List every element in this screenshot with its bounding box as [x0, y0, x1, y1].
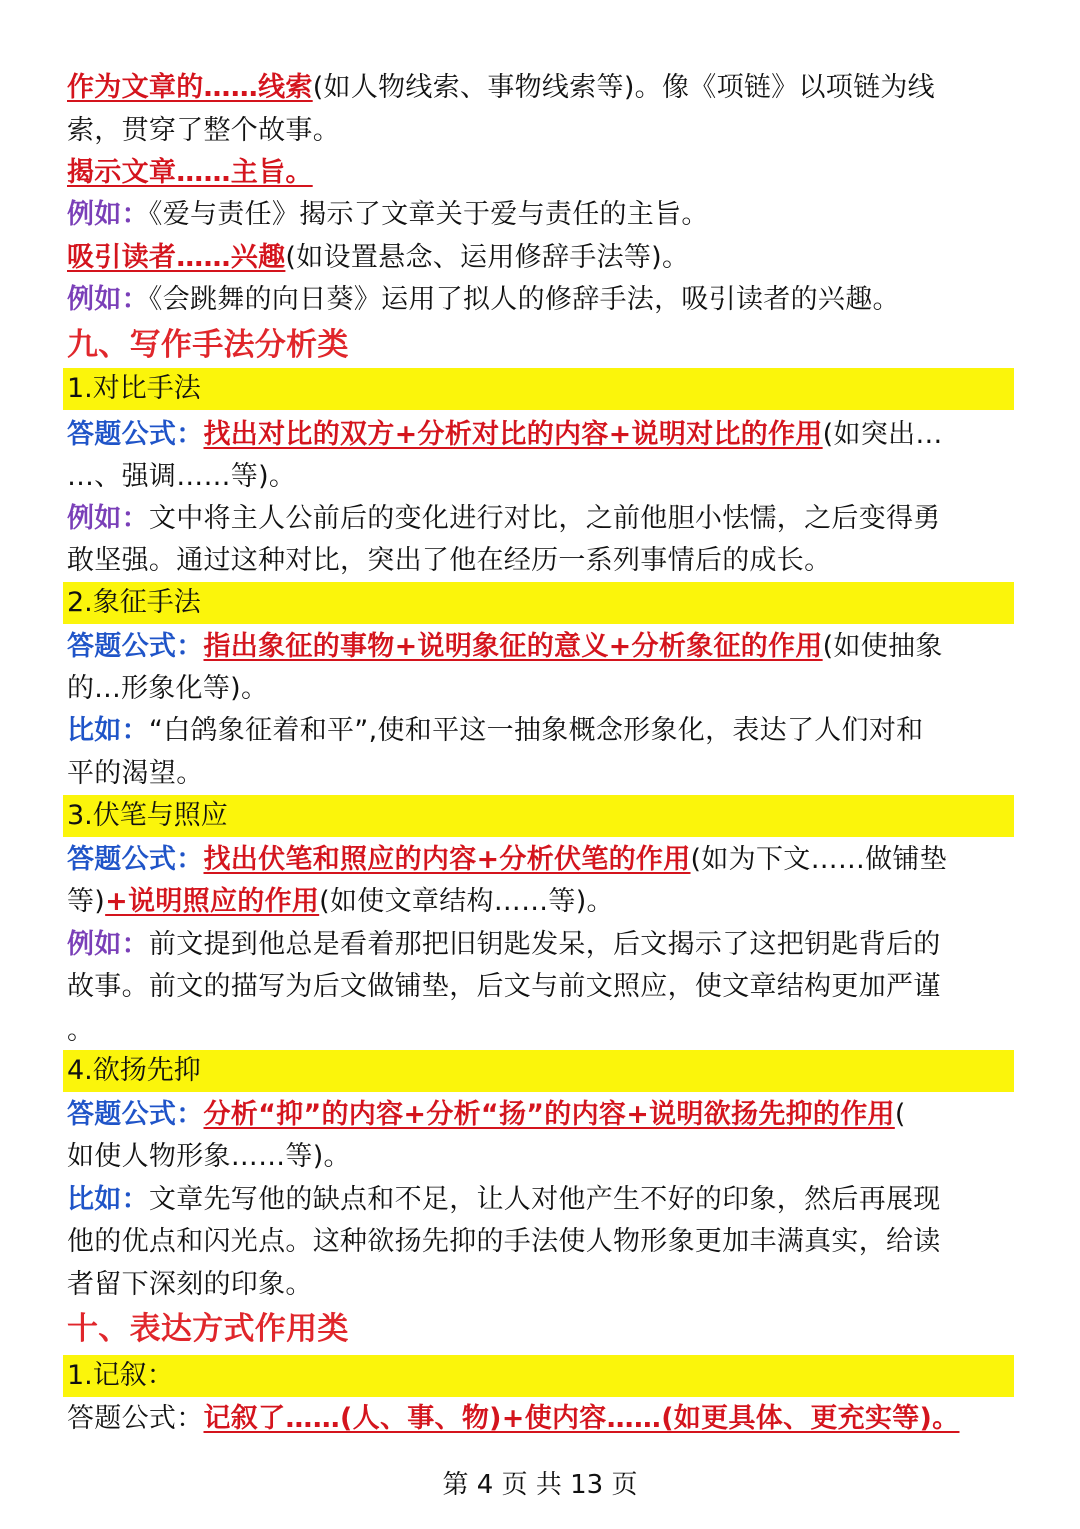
formula-line — [67, 884, 1014, 920]
body-text: 《爱与责任》揭示了文章关于爱与责任的主旨。 — [148, 199, 709, 230]
text-line: 。 — [67, 1015, 95, 1046]
formula-line — [67, 1401, 1014, 1437]
subsection-title-narration: 1.记叙： — [63, 1355, 1014, 1397]
text-line: 索，贯穿了整个故事。 — [67, 115, 340, 146]
example-label: 比如： — [67, 715, 149, 746]
example-label: 例如： — [67, 284, 149, 315]
formula-text: 记叙了……(人、事、物)+使内容……(如更具体、更充实等)。 — [203, 1403, 960, 1434]
text-line — [67, 70, 1014, 106]
formula-text: 找出伏笔和照应的内容+分析伏笔的作用 — [203, 844, 691, 875]
text-line: 平的渴望。 — [67, 758, 204, 789]
example-label: 例如： — [67, 199, 149, 230]
text-line: 敢坚强。通过这种对比，突出了他在经历一系列事情后的成长。 — [67, 545, 832, 576]
example-label: 例如： — [67, 929, 149, 960]
formula-label: 答题公式： — [67, 419, 204, 450]
subsection-title-contrast: 1.对比手法 — [63, 368, 1014, 410]
body-text: (如设置悬念、运用修辞手法等)。 — [285, 242, 690, 273]
example-line — [67, 501, 1014, 537]
formula-text: 找出对比的双方+分析对比的内容+说明对比的作用 — [203, 419, 823, 450]
formula-label: 答题公式： — [67, 1403, 204, 1434]
body-text: 前文提到他总是看着那把旧钥匙发呆，后文揭示了这把钥匙背后的 — [148, 929, 941, 960]
text-line: 他的优点和闪光点。这种欲扬先抑的手法使人物形象更加丰满真实，给读 — [67, 1226, 941, 1257]
example-label: 例如： — [67, 503, 149, 534]
example-label: 比如： — [67, 1184, 149, 1215]
formula-text: 指出象征的事物+说明象征的意义+分析象征的作用 — [203, 631, 823, 662]
section-heading-9: 九、写作手法分析类 — [67, 327, 349, 363]
example-line — [67, 1182, 1014, 1218]
text-line — [67, 197, 1014, 233]
key-phrase: 揭示文章……主旨。 — [67, 157, 313, 188]
text-line: 故事。前文的描写为后文做铺垫，后文与前文照应，使文章结构更加严谨 — [67, 971, 941, 1002]
body-text: 《会跳舞的向日葵》运用了拟人的修辞手法，吸引读者的兴趣。 — [148, 284, 900, 315]
section-heading-10: 十、表达方式作用类 — [67, 1311, 349, 1347]
formula-line — [67, 1097, 1014, 1133]
text-line: 如使人物形象……等)。 — [67, 1141, 351, 1172]
formula-text: +说明照应的作用 — [105, 886, 320, 917]
page-number: 第 4 页 共 13 页 — [442, 1470, 638, 1500]
body-text: (如突出… — [822, 419, 943, 450]
body-text: (如为下文……做铺垫 — [690, 844, 948, 875]
formula-label: 答题公式： — [67, 631, 204, 662]
formula-text: 分析“抑”的内容+分析“扬”的内容+说明欲扬先抑的作用 — [203, 1099, 895, 1130]
body-text: (如使抽象 — [822, 631, 943, 662]
subsection-title-symbol: 2.象征手法 — [63, 582, 1014, 624]
key-phrase: 作为文章的……线索 — [67, 72, 313, 103]
key-phrase: 吸引读者……兴趣 — [67, 242, 286, 273]
body-text: “白鸽象征着和平”,使和平这一抽象概念形象化，表达了人们对和 — [148, 715, 924, 746]
subsection-title-suppress: 4.欲扬先抑 — [63, 1050, 1014, 1092]
example-line — [67, 713, 1014, 749]
text-line — [67, 282, 1014, 318]
body-text: 文中将主人公前后的变化进行对比，之前他胆小怯懦，之后变得勇 — [148, 503, 941, 534]
subsection-title-foreshadow: 3.伏笔与照应 — [63, 795, 1014, 837]
formula-label: 答题公式： — [67, 1099, 204, 1130]
example-line — [67, 927, 1014, 963]
text-line — [67, 155, 1014, 191]
text-line: 的...形象化等)。 — [67, 673, 269, 704]
body-text: (如使文章结构……等)。 — [319, 886, 614, 917]
body-text: ( — [894, 1099, 906, 1130]
text-line: …、强调……等)。 — [67, 461, 297, 492]
body-text: 文章先写他的缺点和不足，让人对他产生不好的印象，然后再展现 — [148, 1184, 941, 1215]
formula-label: 答题公式： — [67, 844, 204, 875]
formula-line — [67, 842, 1014, 878]
formula-line — [67, 629, 1014, 665]
body-text: (如人物线索、事物线索等)。像《项链》以项链为线 — [312, 72, 935, 103]
body-text: 等) — [67, 886, 106, 917]
text-line: 者留下深刻的印象。 — [67, 1269, 313, 1300]
text-line — [67, 240, 1014, 276]
formula-line — [67, 417, 1014, 453]
